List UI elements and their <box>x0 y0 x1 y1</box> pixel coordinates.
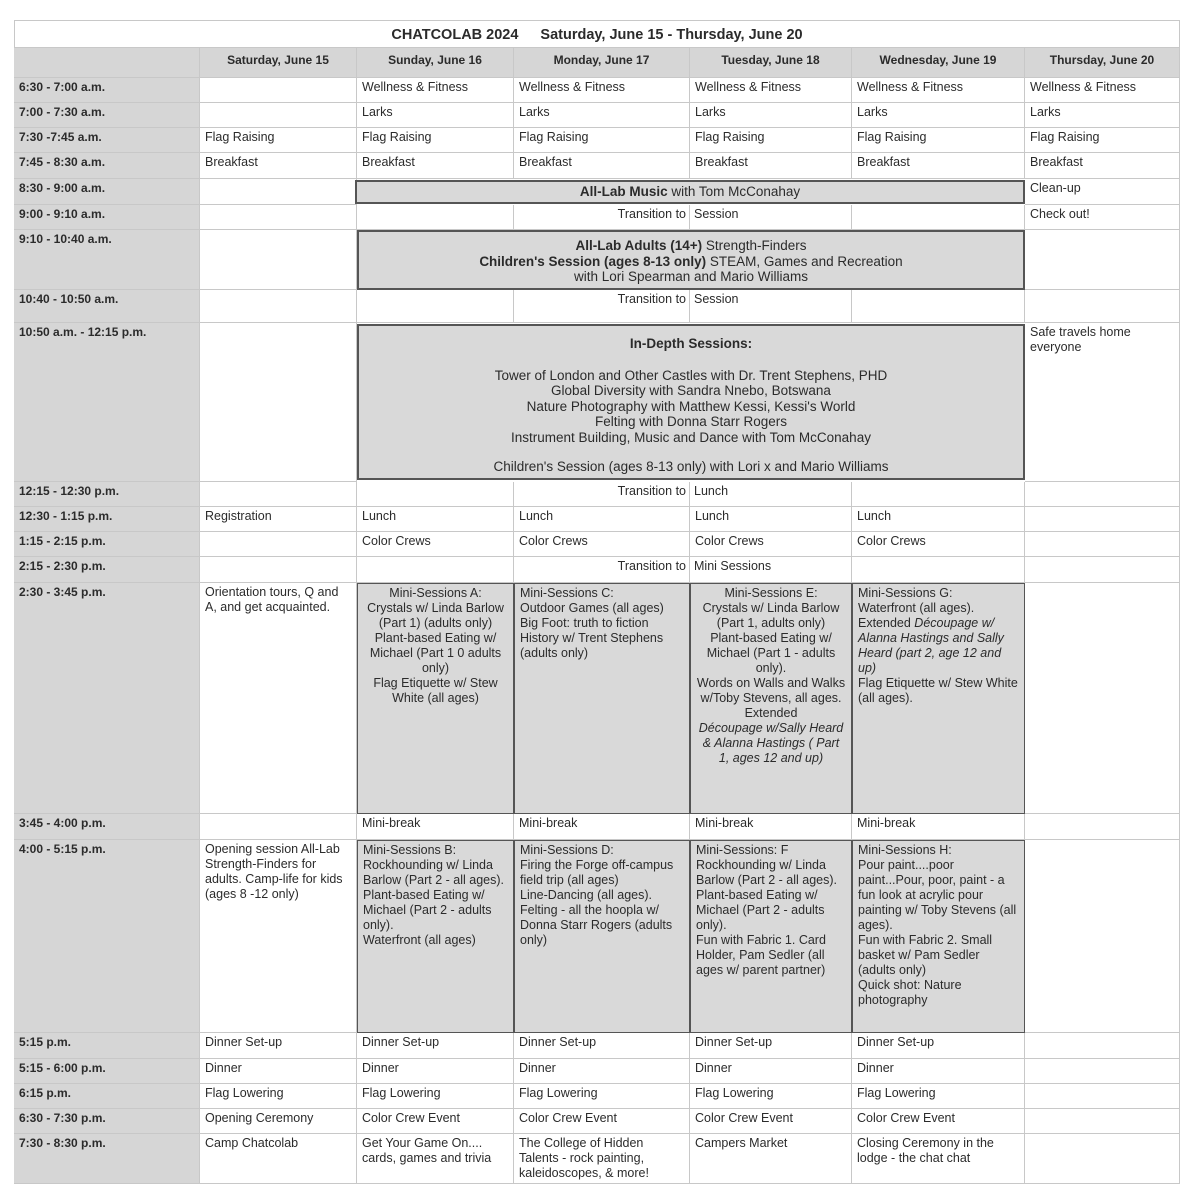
cell-empty <box>200 532 357 557</box>
cell-larks: Larks <box>514 103 690 128</box>
cell-dinner-setup: Dinner Set-up <box>357 1033 514 1059</box>
time-slot: 9:10 - 10:40 a.m. <box>14 230 200 290</box>
cell-empty <box>1025 840 1180 1033</box>
mini-f-line: Fun with Fabric 1. Card Holder, Pam Sedler (all ages w/ parent partner) <box>696 933 826 977</box>
mini-h-line: Pour paint....poor paint...Pour, poor, paint - a fun look at acrylic pour painting w/ Toby Stevens (all ages). <box>858 858 1017 932</box>
cell-safe-travels: Safe travels home everyone <box>1025 323 1180 482</box>
time-slot: 4:00 - 5:15 p.m. <box>14 840 200 1033</box>
cell-wellness: Wellness & Fitness <box>1025 78 1180 103</box>
cell-empty <box>200 290 357 323</box>
mini-e-line: Words on Walls and Walks w/Toby Stevens, all ages. <box>696 676 846 705</box>
cell-empty <box>1025 507 1180 532</box>
mini-g-line <box>858 616 1019 676</box>
cell-color-crew-event: Color Crew Event <box>357 1109 514 1134</box>
cell-color-crew-event: Color Crew Event <box>514 1109 690 1134</box>
cell-flag-lowering: Flag Lowering <box>357 1084 514 1109</box>
day-header-sun: Sunday, June 16 <box>357 48 514 78</box>
cell-flag-raising: Flag Raising <box>1025 128 1180 153</box>
transition-target <box>690 292 852 310</box>
cell-empty <box>1025 532 1180 557</box>
cell-color-crew-event: Color Crew Event <box>690 1109 852 1134</box>
in-depth-item: Tower of London and Other Castles with Dr. Trent Stephens, PHD <box>494 367 888 383</box>
transition-mini: Mini Sessions <box>694 559 772 573</box>
mini-h-head: Mini-Sessions H: <box>858 843 952 857</box>
cell-empty <box>357 290 514 323</box>
all-lab-music-bold: All-Lab Music <box>579 184 668 199</box>
transition-word: Transition to <box>617 559 686 573</box>
cell-flag-lowering: Flag Lowering <box>852 1084 1025 1109</box>
time-slot: 7:00 - 7:30 a.m. <box>14 103 200 128</box>
cell-empty <box>200 179 357 205</box>
cell-mini-break: Mini-break <box>514 814 690 840</box>
mini-f-line: Plant-based Eating w/ Michael (Part 2 - adults only). <box>696 888 825 932</box>
transition-label <box>514 292 690 310</box>
cell-flag-lowering: Flag Lowering <box>514 1084 690 1109</box>
mini-c-head: Mini-Sessions C: <box>520 586 614 600</box>
cell-empty <box>1025 1059 1180 1084</box>
cell-empty <box>357 557 514 583</box>
strength-line-3: with Lori Spearman and Mario Williams <box>573 269 809 284</box>
mini-e-line: Crystals w/ Linda Barlow (Part 1, adults only) <box>702 601 840 630</box>
transition-word: Transition to <box>617 292 686 306</box>
strength-line-1 <box>359 238 1023 254</box>
cell-lunch: Lunch <box>690 507 852 532</box>
time-slot: 7:30 - 8:30 p.m. <box>14 1134 200 1184</box>
in-depth-item: Global Diversity with Sandra Nnebo, Botswana <box>551 383 831 398</box>
in-depth-item: Nature Photography with Matthew Kessi, Kessi's World <box>526 398 856 414</box>
cell-empty <box>1025 583 1180 814</box>
camp-name: CHATCOLAB 2024 <box>391 27 519 43</box>
mini-c-line: Big Foot: truth to fiction <box>520 616 649 630</box>
cell-closing-ceremony: Closing Ceremony in the lodge - the chat chat <box>852 1134 1025 1184</box>
mini-h-line: Quick shot: Nature photography <box>858 978 962 1007</box>
cell-dinner: Dinner <box>357 1059 514 1084</box>
transition-label <box>514 207 690 225</box>
cell-flag-raising: Flag Raising <box>690 128 852 153</box>
cell-breakfast: Breakfast <box>852 153 1025 179</box>
mini-d-head: Mini-Sessions D: <box>520 843 614 857</box>
cell-mini-break: Mini-break <box>357 814 514 840</box>
mini-d-line: Firing the Forge off-campus field trip (all ages) <box>520 858 674 887</box>
cell-breakfast: Breakfast <box>690 153 852 179</box>
cell-empty <box>200 78 357 103</box>
mini-g-line: Flag Etiquette w/ Stew White (all ages). <box>858 676 1018 705</box>
mini-g-head: Mini-Sessions G: <box>858 586 953 600</box>
mini-session-a <box>357 583 514 814</box>
mini-e-line: Extended <box>744 706 798 720</box>
cell-dinner-setup: Dinner Set-up <box>690 1033 852 1059</box>
cell-empty <box>1025 1134 1180 1184</box>
cell-empty <box>852 205 1025 230</box>
cell-dinner-setup: Dinner Set-up <box>514 1033 690 1059</box>
cell-breakfast: Breakfast <box>200 153 357 179</box>
cell-opening-ceremony: Opening Ceremony <box>200 1109 357 1134</box>
time-slot: 10:50 a.m. - 12:15 p.m. <box>14 323 200 482</box>
time-slot: 8:30 - 9:00 a.m. <box>14 179 200 205</box>
mini-d-line: Felting - all the hoopla w/ Donna Starr Rogers (adults only) <box>520 903 673 947</box>
transition-session: Session <box>694 292 739 306</box>
transition-word: Transition to <box>617 207 686 221</box>
cell-registration: Registration <box>200 507 357 532</box>
cell-color-crews: Color Crews <box>514 532 690 557</box>
mini-a-line: Plant-based Eating w/ Michael (Part 1 0 adults only) <box>369 631 502 675</box>
day-header-tue: Tuesday, June 18 <box>690 48 852 78</box>
transition-word: Transition to <box>617 484 686 498</box>
in-depth-item: Felting with Donna Starr Rogers <box>594 414 788 429</box>
all-lab-music-block <box>355 180 1025 204</box>
time-slot: 2:15 - 2:30 p.m. <box>14 557 200 583</box>
transition-target <box>690 559 852 577</box>
cell-orientation: Orientation tours, Q and A, and get acquainted. <box>200 583 357 814</box>
cell-larks: Larks <box>1025 103 1180 128</box>
cell-empty <box>852 482 1025 507</box>
cell-wellness: Wellness & Fitness <box>690 78 852 103</box>
cell-college-hidden-talents: The College of Hidden Talents - rock painting, kaleidoscopes, & more! <box>514 1134 690 1184</box>
cell-empty <box>200 230 357 290</box>
transition-label <box>514 559 690 577</box>
day-header-mon: Monday, June 17 <box>514 48 690 78</box>
time-slot: 3:45 - 4:00 p.m. <box>14 814 200 840</box>
mini-b-line: Rockhounding w/ Linda Barlow (Part 2 - all ages). <box>363 858 505 887</box>
mini-session-f <box>690 840 852 1033</box>
mini-g-line-italic: Découpage w/ Alanna Hastings and Sally Heard (part 2, age 12 and up) <box>858 616 1004 675</box>
cell-lunch: Lunch <box>852 507 1025 532</box>
transition-target <box>690 484 852 502</box>
mini-a-line: Crystals w/ Linda Barlow (Part 1) (adults only) <box>367 601 504 630</box>
cell-empty <box>200 482 357 507</box>
cell-mini-break: Mini-break <box>852 814 1025 840</box>
in-depth-heading: In-Depth Sessions: <box>629 336 753 351</box>
transition-session: Session <box>694 207 739 221</box>
time-slot: 2:30 - 3:45 p.m. <box>14 583 200 814</box>
cell-lunch: Lunch <box>357 507 514 532</box>
day-header-sat: Saturday, June 15 <box>200 48 357 78</box>
time-slot: 6:30 - 7:30 p.m. <box>14 1109 200 1134</box>
cell-flag-raising: Flag Raising <box>852 128 1025 153</box>
mini-session-h <box>852 840 1025 1033</box>
cell-camp-chatcolab: Camp Chatcolab <box>200 1134 357 1184</box>
cell-dinner-setup: Dinner Set-up <box>852 1033 1025 1059</box>
mini-c-line: History w/ Trent Stephens (adults only) <box>520 631 664 660</box>
cell-empty <box>1025 1109 1180 1134</box>
day-header-wed: Wednesday, June 19 <box>852 48 1025 78</box>
cell-flag-raising: Flag Raising <box>200 128 357 153</box>
cell-empty <box>200 557 357 583</box>
mini-d-line: Line-Dancing (all ages). <box>520 888 653 902</box>
cell-check-out: Check out! <box>1025 205 1180 230</box>
mini-a-head: Mini-Sessions A: <box>389 586 482 600</box>
cell-mini-break: Mini-break <box>690 814 852 840</box>
cell-empty <box>1025 290 1180 323</box>
strength-finders-block <box>357 230 1025 290</box>
cell-breakfast: Breakfast <box>1025 153 1180 179</box>
mini-c-line: Outdoor Games (all ages) <box>520 601 664 615</box>
transition-label <box>514 484 690 502</box>
cell-wellness: Wellness & Fitness <box>514 78 690 103</box>
strength-line-2-bold: Children's Session (ages 8-13 only) <box>479 253 707 269</box>
date-range: Saturday, June 15 - Thursday, June 20 <box>540 27 803 43</box>
cell-empty <box>1025 1033 1180 1059</box>
cell-dinner: Dinner <box>514 1059 690 1084</box>
time-slot: 7:45 - 8:30 a.m. <box>14 153 200 179</box>
time-slot: 9:00 - 9:10 a.m. <box>14 205 200 230</box>
cell-lunch: Lunch <box>514 507 690 532</box>
cell-clean-up: Clean-up <box>1025 179 1180 205</box>
cell-empty <box>1025 482 1180 507</box>
mini-g-line-plain: Extended <box>858 616 915 630</box>
cell-empty <box>1025 1084 1180 1109</box>
cell-dinner: Dinner <box>852 1059 1025 1084</box>
in-depth-item: Instrument Building, Music and Dance with Tom McConahay <box>511 429 871 445</box>
cell-empty <box>1025 814 1180 840</box>
cell-wellness: Wellness & Fitness <box>852 78 1025 103</box>
day-header-thu: Thursday, June 20 <box>1025 48 1180 78</box>
cell-breakfast: Breakfast <box>357 153 514 179</box>
mini-a-line: Flag Etiquette w/ Stew White (all ages) <box>373 676 498 705</box>
in-depth-children: Children's Session (ages 8-13 only) with Lori x and Mario Williams <box>493 459 889 474</box>
mini-session-d <box>514 840 690 1033</box>
cell-campers-market: Campers Market <box>690 1134 852 1184</box>
cell-empty <box>1025 230 1180 290</box>
time-slot: 1:15 - 2:15 p.m. <box>14 532 200 557</box>
mini-session-e <box>690 583 852 814</box>
mini-e-line: Découpage w/Sally Heard & Alanna Hastings ( Part 1, ages 12 and up) <box>698 721 844 765</box>
cell-color-crews: Color Crews <box>852 532 1025 557</box>
mini-f-head: Mini-Sessions: F <box>696 843 789 857</box>
cell-empty <box>200 323 357 482</box>
strength-line-1-bold: All-Lab Adults (14+) <box>575 238 703 253</box>
cell-flag-raising: Flag Raising <box>514 128 690 153</box>
cell-flag-lowering: Flag Lowering <box>690 1084 852 1109</box>
cell-empty <box>200 103 357 128</box>
schedule-title <box>14 20 1180 48</box>
cell-empty <box>357 205 514 230</box>
cell-dinner-setup: Dinner Set-up <box>200 1033 357 1059</box>
cell-larks: Larks <box>357 103 514 128</box>
cell-empty <box>852 557 1025 583</box>
mini-e-line: Plant-based Eating w/ Michael (Part 1 - adults only). <box>706 631 836 675</box>
cell-get-your-game: Get Your Game On.... cards, games and trivia <box>357 1134 514 1184</box>
time-slot: 6:15 p.m. <box>14 1084 200 1109</box>
time-slot: 5:15 - 6:00 p.m. <box>14 1059 200 1084</box>
transition-lunch: Lunch <box>694 484 729 498</box>
all-lab-music-rest: with Tom McConahay <box>667 184 801 199</box>
corner-header <box>14 48 200 78</box>
mini-b-head: Mini-Sessions B: <box>363 843 457 857</box>
cell-empty <box>200 205 357 230</box>
cell-flag-raising: Flag Raising <box>357 128 514 153</box>
cell-breakfast: Breakfast <box>514 153 690 179</box>
cell-dinner: Dinner <box>200 1059 357 1084</box>
strength-line-1-rest: Strength-Finders <box>702 238 807 253</box>
mini-session-g <box>852 583 1025 814</box>
mini-h-line: Fun with Fabric 2. Small basket w/ Pam Sedler (adults only) <box>858 933 993 977</box>
cell-larks: Larks <box>690 103 852 128</box>
cell-empty <box>357 482 514 507</box>
cell-opening-session: Opening session All-Lab Strength-Finders for adults. Camp-life for kids (ages 8 -12 only) <box>200 840 357 1033</box>
mini-session-c <box>514 583 690 814</box>
cell-color-crews: Color Crews <box>357 532 514 557</box>
cell-color-crews: Color Crews <box>690 532 852 557</box>
mini-b-line: Plant-based Eating w/ Michael (Part 2 - adults only). <box>363 888 492 932</box>
cell-empty <box>852 290 1025 323</box>
cell-flag-lowering: Flag Lowering <box>200 1084 357 1109</box>
mini-session-b <box>357 840 514 1033</box>
time-slot: 12:15 - 12:30 p.m. <box>14 482 200 507</box>
in-depth-block <box>357 324 1025 480</box>
mini-f-line: Rockhounding w/ Linda Barlow (Part 2 - all ages). <box>696 858 838 887</box>
cell-color-crew-event: Color Crew Event <box>852 1109 1025 1134</box>
cell-empty <box>200 814 357 840</box>
strength-line-2-rest: STEAM, Games and Recreation <box>706 253 903 269</box>
mini-b-line: Waterfront (all ages) <box>363 933 476 947</box>
cell-empty <box>1025 557 1180 583</box>
time-slot: 12:30 - 1:15 p.m. <box>14 507 200 532</box>
cell-dinner: Dinner <box>690 1059 852 1084</box>
time-slot: 7:30 -7:45 a.m. <box>14 128 200 153</box>
mini-e-head: Mini-Sessions E: <box>724 586 818 600</box>
transition-target <box>690 207 852 225</box>
time-slot: 6:30 - 7:00 a.m. <box>14 78 200 103</box>
strength-line-2 <box>359 254 1023 270</box>
cell-wellness: Wellness & Fitness <box>357 78 514 103</box>
time-slot: 5:15 p.m. <box>14 1033 200 1059</box>
mini-g-line: Waterfront (all ages). <box>858 601 975 615</box>
cell-larks: Larks <box>852 103 1025 128</box>
time-slot: 10:40 - 10:50 a.m. <box>14 290 200 323</box>
